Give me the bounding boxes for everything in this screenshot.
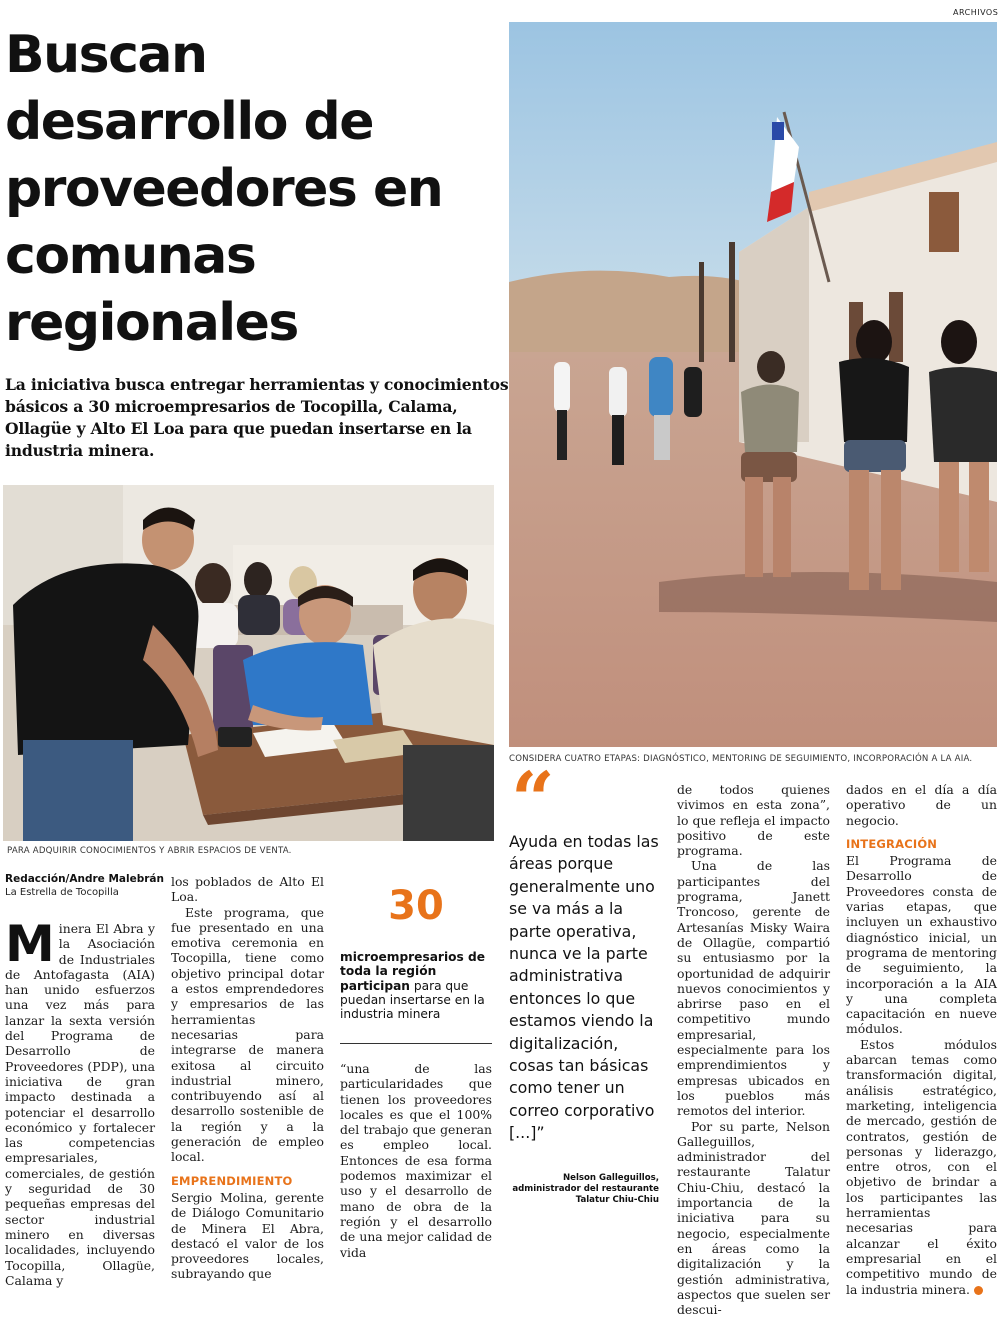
headline <box>5 22 500 357</box>
subhead: EMPRENDIMIENTO <box>171 1173 293 1188</box>
pullquote-attribution <box>509 1173 659 1206</box>
stat-text <box>340 950 492 1021</box>
stat-rest-text: para que puedan insertarse en la industria minera <box>340 978 485 1022</box>
stat-number: 30 <box>388 883 444 929</box>
headline-line: comunas <box>5 226 256 286</box>
article-column-1 <box>5 915 155 1288</box>
paragraph: El Programa de Desarrollo de Proveedores consta de varias etapas, que incluyen un exhaustivo diagnóstico inicial, un programa de mentoring de seguimiento, la incorporación a la AIA y una completa capacitación en nueve módulos. <box>846 853 997 1037</box>
section-label: ARCHIVOS <box>953 8 999 17</box>
street-photo <box>509 22 997 747</box>
lede-line: Ollagüe y Alto El Loa para que puedan insertarse en la <box>5 419 472 438</box>
pullquote-text: Ayuda en todas las áreas porque generalmente uno se va más a la parte operativa, nunca ve la parte administrativa entonces lo que estamos viendo la digitalización, cosas tan básicas como tener un correo corporativo [...]” <box>509 832 659 1143</box>
subhead: INTEGRACIÓN <box>846 836 938 851</box>
paragraph: dados en el día a día operativo de un negocio. <box>846 782 997 828</box>
article-column-3 <box>340 1061 492 1260</box>
attribution-place: Talatur Chiu-Chiu <box>575 1195 659 1205</box>
drop-cap: M <box>5 915 55 973</box>
paragraph: de todos quienes vivimos en esta zona”, lo que refleja el impacto positivo de este programa. <box>677 782 830 859</box>
article-column-5 <box>846 782 997 1297</box>
paragraph: Una de las participantes del programa, Janett Troncoso, gerente de Artesanías Misky Waira de Ollagüe, compartió su entusiasmo por la oportunidad de adquirir nuevos conocimientos y abrirse paso en el competitivo mundo empresarial, especialmente para los emprendimientos y empresas ubicados en los pueblos más remotos del interior. <box>677 858 830 1119</box>
headline-line: regionales <box>5 293 298 353</box>
paragraph: Sergio Molina, gerente de Diálogo Comunitario de Minera El Abra, destacó el valor de los proveedores locales, subrayando que <box>171 1189 324 1282</box>
attribution-role: administrador del restaurante <box>512 1184 659 1194</box>
paragraph: Este programa, que fue presentado en una emotiva ceremonia en Tocopilla, tiene como objetivo principal dotar a estos emprendedores y empresarios de las herramientas necesarias para integrarse de manera exitosa al circuito industrial minero, contribuyendo así al desarrollo sostenible de la región y a la generación de empleo local. <box>171 904 324 1165</box>
end-mark-icon <box>974 1286 983 1295</box>
paragraph: los poblados de Alto El Loa. <box>171 874 324 905</box>
headline-line: proveedores en <box>5 159 443 219</box>
lede <box>5 374 509 462</box>
byline-outlet: La Estrella de Tocopilla <box>5 887 119 898</box>
paragraph-text: Estos módulos abarcan temas como transformación digital, análisis estratégico, marketing, inteligencia de mercado, gestión de contratos, gestión de personas y liderazgo, entre otros, con el objetivo de brindar a los participantes las herramientas necesarias para alcanzar el éxito empresarial en el competitivo mundo de la industria minera. <box>846 1036 997 1297</box>
paragraph: “una de las particularidades que tienen los proveedores locales es que el 100% del trabajo que generan es empleo local. Entonces de esa forma podemos maximizar el uso y el desarrollo de mano de obra de la región y el desarrollo de una mejor calidad de vida <box>340 1061 492 1260</box>
article-column-4 <box>677 782 830 1317</box>
lede-line: básicos a 30 microempresarios de Tocopilla, Calama, <box>5 397 458 416</box>
paragraph: inera El Abra y la Asociación de Industriales de Antofagasta (AIA) han unido esfuerzos una vez más para lanzar la sexta versión del Programa de Desarrollo de Proveedores (PDP), una iniciativa de gran impacto destinada a potenciar el desarrollo económico y fortalecer las competencias empresariales, comerciales, de gestión y seguridad de 30 pequeñas empresas del sector industrial minero en diversas localidades, incluyendo Tocopilla, Ollagüe, Calama y <box>5 921 155 1288</box>
paragraph: Por su parte, Nelson Galleguillos, administrador del restaurante Talatur Chiu-Chiu, destacó la importancia de la iniciativa para su negocio, especialmente en áreas como la digitalización y la gestión administrativa, aspectos que suelen ser descui- <box>677 1118 830 1317</box>
headline-line: Buscan <box>5 25 207 85</box>
photo-left-caption: PARA ADQUIRIR CONOCIMIENTOS Y ABRIR ESPACIOS DE VENTA. <box>7 846 292 856</box>
attribution-name: Nelson Galleguillos, <box>562 1173 659 1183</box>
street-photo-illustration <box>509 22 997 747</box>
lede-line: industria minera. <box>5 441 155 460</box>
lede-line: La iniciativa busca entregar herramientas y conocimientos <box>5 375 509 394</box>
headline-line: desarrollo de <box>5 92 374 152</box>
workshop-photo-illustration <box>3 485 494 841</box>
stat-bold-text: microempresarios de toda la región participan <box>340 950 485 993</box>
paragraph <box>846 1037 997 1297</box>
quote-mark-icon: “ <box>511 755 555 844</box>
article-column-2 <box>171 874 324 1282</box>
divider <box>340 1043 492 1044</box>
byline-author: Redacción/Andre Malebrán <box>5 873 164 885</box>
workshop-photo <box>3 485 494 841</box>
photo-right-caption: CONSIDERA CUATRO ETAPAS: DIAGNÓSTICO, MENTORING DE SEGUIMIENTO, INCORPORACIÓN A LA AIA. <box>509 754 973 764</box>
